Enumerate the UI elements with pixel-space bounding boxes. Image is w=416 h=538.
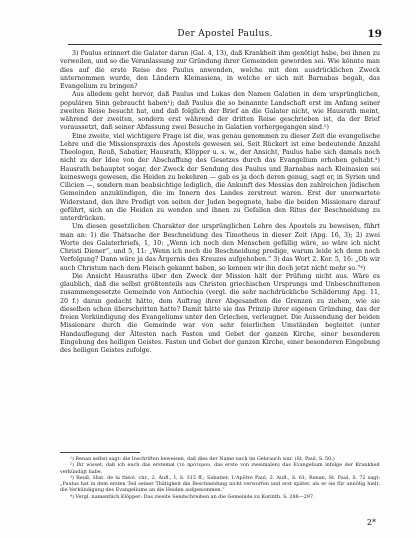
body-text — [60, 50, 380, 355]
footnotes — [60, 456, 380, 500]
running-head-title: Der Apostel Paulus. — [177, 29, 273, 39]
paragraph: 3) Paulus erinnert die Galater daran (Gal. 4, 13), daß Krankheit ihm genötigt habe, bei ihnen zu verweilen, und so die Veranlassung zur Gründung ihrer Gemeinden geworden sei. Wie könnte man dies auf die erste Reise des Paulus anwenden, welche mit dem ausdrücklichen Zweck unternommen wurde, den Ländern Kleinasiens, in welche er sich mit Barnabas begab, das Evangelium zu bringen? — [60, 50, 380, 90]
paragraph: Eine zweite, viel wichtigere Frage ist die, was genau genommen zu dieser Zeit die evangelische Lehre und die Missionspraxis des Apostels gewesen sei. Seit Rückert ist eine bedeutende Anzahl Theologen, Reuß, Sabatier, Hausrath, Klöpper u. s. w., der Ansicht, Paulus habe sich damals noch nicht zu der Idee von der Abschaffung des Gesetzes durch das Evangelium erhoben gehabt.³) Hausrath behauptet sogar, der Zweck der Sendung des Paulus und Barnabas nach Kleinasien sei keineswegs gewesen, die Heiden zu bekehren — gab es ja doch deren genug, sagt er, in Syrien und Cilicien —, sondern man beabsichtige lediglich, die Ankunft des Messias den zahlreichen jüdischen Gemeinden anzukündigen, die im Innern des Landes zerstreut waren. Erst der unerwartete Widerstand, den ihre Predigt von seiten der Juden begegnete, habe die beiden Missionare darauf geführt, sich an die Heiden zu wenden und ihnen zu Gefallen den Ritus der Beschneidung zu unterdrücken. — [60, 132, 380, 222]
footnote-rule — [60, 452, 140, 453]
header-rule — [68, 44, 382, 45]
paragraph: Um diesen gesetzlichen Charakter der ursprünglichen Lehre des Apostels zu beweisen, führt man an: 1) die Thatsache der Beschneidung des Timotheus in dieser Zeit (Apg. 16, 3); 2) zwei Worte des Galaterbriefs, 1, 10: „Wenn ich noch den Menschen gefällig wäre, so wäre ich nicht Christi Diener“, und 5, 11: „Wenn ich noch die Beschneidung predige, warum leide ich denn noch Verfolgung? Dann wäre ja das Ärgernis des Kreuzes aufgehoben.“ 3) das Wort 2. Kor. 5, 16: „Ob wir auch Christum nach dem Fleisch gekannt haben, so kennen wir ihn doch jetzt nicht mehr so.“⁴) — [60, 223, 380, 272]
footnote: ²) Ihr wisset, daß ich euch das erstemal (τὸ πρότερον, das erste von zweimalen) das Evangelium infolge der Krankheit verkündigt habe. — [60, 462, 380, 475]
running-head — [68, 29, 382, 43]
footnote: ⁴) Vergl. namentlich Klöpper: Das zweite Sendschreiben an die Gemeinde zu Korinth, S. 286—297. — [70, 493, 315, 500]
paragraph: Aus alledem geht hervor, daß Paulus und Lukas den Namen Galatien in dem ursprünglichen, populären Sinn gebraucht haben¹); daß Paulus die so benannte Landschaft erst im Anfang seiner zweiten Reise besucht hat, und daß folglich der Brief an die Galater nicht, wie Hausrath meint, während der zweiten, sondern erst während der dritten Reise geschrieben ist, da der Brief voraussetzt, daß seiner Abfassung zwei Besuche in Galatien vorhergegangen sind.²) — [60, 91, 380, 132]
paragraph: Die Ansicht Hausraths über den Zweck der Mission hält der Prüfung nicht aus. Wäre es glaublich, daß die selbst größtenteils aus Christen griechischen Ursprungs und Unbeschnittenen zusammengesetzte Gemeinde von Antiochia (vergl. die sehr nachdrückliche Schilderung Apg. 11, 20 f.) daran gedacht hätte, dem Auftrag ihrer Abgesandten die Grenzen zu ziehen, wie sie dieselben schon überschritten hatte? Damit hätte sie das Prinzip ihrer eigenen Gründung, das der freien Verkündigung des Evangeliums unter den Griechen, verleugnet. Die Aussendung der beiden Missionare durch die Gemeinde war von sehr feierlichen Umständen begleitet (unter Handauflegung der Ältesten nach Fasten und Gebet der ganzen Kirche, einer besonderen Eingebung des heiligen Geistes. Fasten und Gebet der ganzen Kirche, einer besonderen Eingebung des heiligen Geistes zufolge. — [60, 272, 380, 354]
footnote: ³) Reuß, Hist. de la théol. chr., 2. Aufl., I, S. 315 ff.; Sabatier, L'Apôtre Paul, 2. Aufl., S. 61; Renan, St. Paul, S. 72 sagt: „Paulus hat in dem ersten Teil seiner Thätigkeit die Beschneidung nicht verworfen und erst später, als er sie für unnötig hielt, die Verkündigung des Evangeliums an die Heiden aufgenommen.“ — [60, 474, 380, 494]
page-number: 19 — [367, 28, 382, 40]
signature-mark: 2* — [366, 518, 376, 527]
footnote: ¹) Renan selbst sagt: die Inschriften beweisen, daß dies der Name nach im Gebrauch war. (St. Paul, S. 50.) — [70, 456, 335, 462]
